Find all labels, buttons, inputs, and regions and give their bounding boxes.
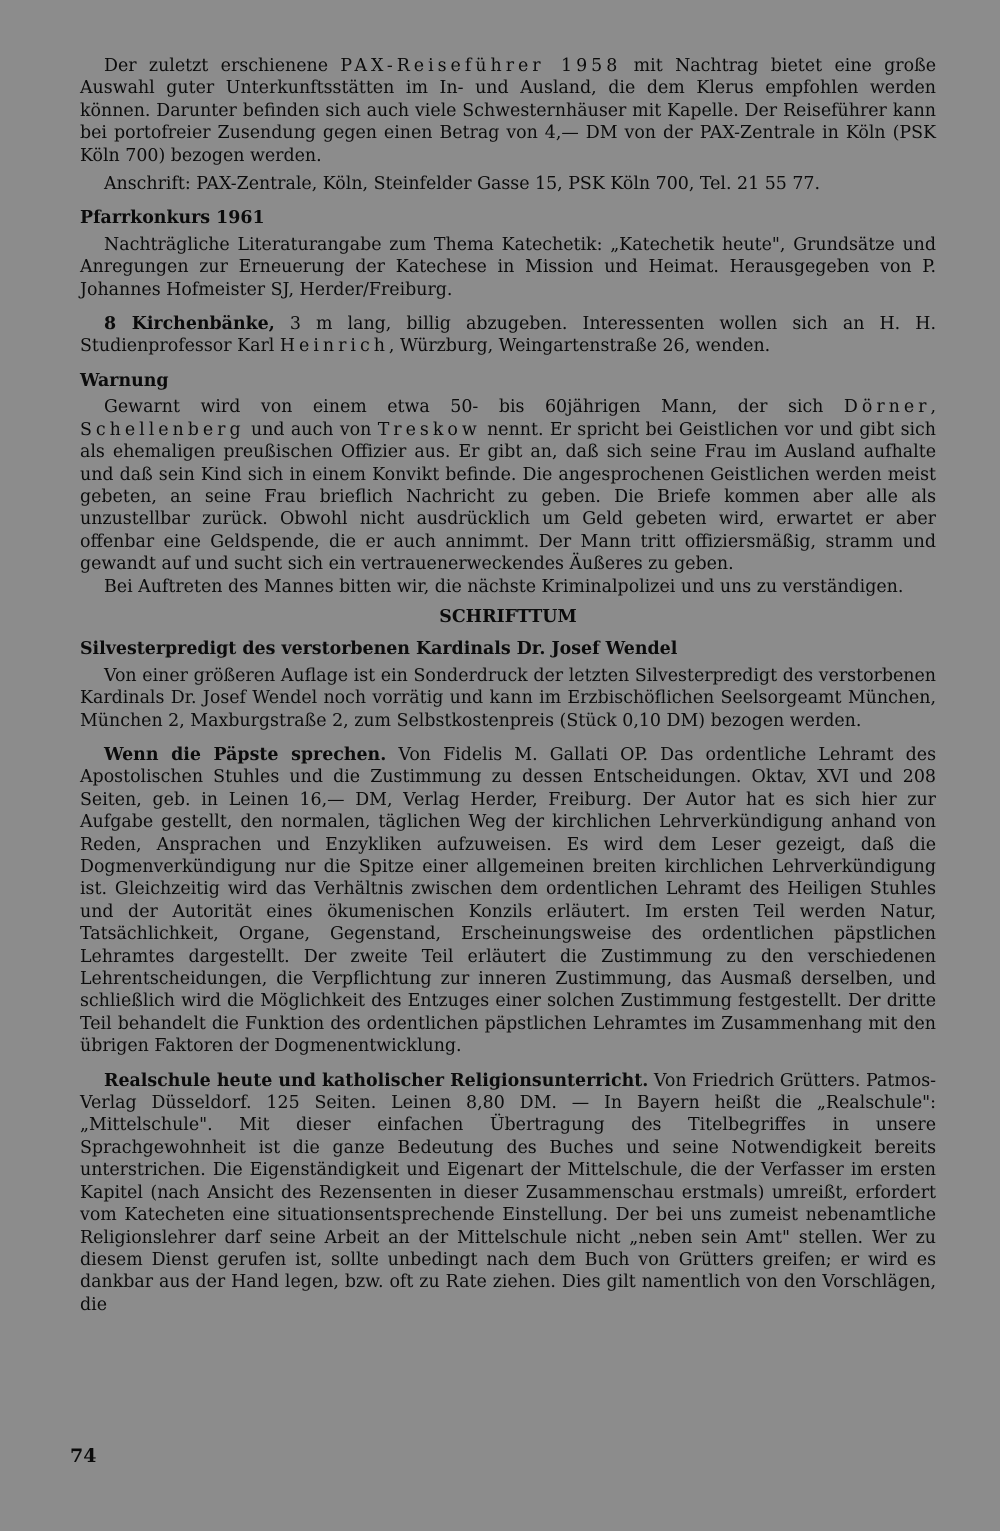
pfarrkonkurs-text: Nachträgliche Literaturangabe zum Thema Katechetik: „Katechetik heute", Grundsätze und Anregungen zur Erneuerung der Katechese in Mission und Heimat. Herausgegeben von P. Johannes Hofmeister SJ, Herder/Freiburg. [80,234,936,300]
paepste-paragraph [80,744,936,1058]
paepste-text: Von Fidelis M. Gallati OP. Das ordentliche Lehramt des Apostolischen Stuhles und die Zustimmung zu dessen Entscheidungen. Oktav, XVI und 208 Seiten, geb. in Leinen 16,— DM, Verlag Herder, Freiburg. Der Autor hat es sich hier zur Aufgabe gestellt, den normalen, täglichen Weg der kirchlichen Lehrverkündigung anhand von Reden, Ansprachen und Enzykliken aufzuweisen. Es wird dem Leser gezeigt, daß die Dogmenverkündigung nur die Spitze einer allgemeinen breiten kirchlichen Lehrverkündigung ist. Gleichzeitig wird das Verhältnis zwischen dem ordentlichen Lehramt des Heiligen Stuhles und der Autorität eines ökumenischen Konzils erläutert. Im ersten Teil werden Natur, Tatsächlichkeit, Organe, Gegenstand, Erscheinungsweise des ordentlichen päpstlichen Lehramtes dargestellt. Der zweite Teil erläutert die Zustimmung zu den verschiedenen Lehrentscheidungen, die Verpflichtung zur inneren Zustimmung, das Ausmaß derselben, und schließlich wird die Möglichkeit des Entzuges einer solchen Zustimmung festgestellt. Der dritte Teil behandelt die Funktion des ordentlichen päpstlichen Lehramtes im Zusammenhang mit den übrigen Faktoren der Dogmenentwicklung. [80,744,936,1057]
pax-address: Anschrift: PAX-Zentrale, Köln, Steinfelder Gasse 15, PSK Köln 700, Tel. 21 55 77. [104,174,821,195]
warnung-text-3: und auch von [244,419,378,440]
pax-paragraph [80,55,936,167]
warnung-name-2: Schellenberg [80,419,245,440]
warnung-text-4: nennt. Er spricht bei Geistlichen vor und gibt sich als ehemaligen preußischen Offizier aus. Er gibt an, daß sich seine Frau im Ausland aufhalte und daß sein Kind sich in einem Konvikt befinde. Die angesprochenen Geistlichen werden meist gebeten, an seine Frau brieflich Nachricht zu geben. Die Briefe kommen aber alle als unzustellbar zurück. Obwohl nicht ausdrücklich um Geld gebeten wird, erwartet er aber offenbar eine Geldspende, die er auch annimmt. Der Mann tritt offiziersmäßig, stramm und gewandt auf und sucht sich ein vertrauenerweckendes Äußeres zu geben. [80,419,936,575]
silvester-text: Von einer größeren Auflage ist ein Sonderdruck der letzten Silvesterpredigt des verstorbenen Kardinals Dr. Josef Wendel noch vorrätig und kann im Erzbischöflichen Seelsorgeamt München, München 2, Maxburgstraße 2, zum Selbstkostenpreis (Stück 0,10 DM) bezogen werden. [80,665,936,731]
page-number: 74 [70,1445,97,1467]
warnung-paragraph-2: Bei Auftreten des Mannes bitten wir, die nächste Kriminalpolizei und uns zu verständigen. [104,576,904,597]
warnung-text-2: , [930,397,936,418]
pfarrkonkurs-heading: Pfarrkonkurs 1961 [80,208,265,229]
kirchenbaenke-lead: 8 Kirchenbänke, [104,314,275,335]
pax-title: PAX-Reiseführer 1958 [340,56,622,76]
warnung-name-1: Dörner [843,397,931,418]
realschule-title: Realschule heute und katholischer Religionsunterricht. [104,1070,649,1091]
warnung-paragraph [80,396,936,575]
kirchenbaenke-name: Heinrich [279,336,389,357]
silvester-heading: Silvesterpredigt des verstorbenen Kardinals Dr. Josef Wendel [80,639,678,660]
realschule-paragraph [80,1070,936,1316]
kirchenbaenke-paragraph [80,313,936,358]
paepste-title: Wenn die Päpste sprechen. [104,744,387,765]
kirchenbaenke-text-b: , Würzburg, Weingartenstraße 26, wenden. [388,336,771,357]
warnung-name-3: Treskow [377,419,481,440]
warnung-heading: Warnung [80,370,169,391]
warnung-text-1: Gewarnt wird von einem etwa 50- bis 60jährigen Mann, der sich [104,397,844,418]
pax-text-a: Der zuletzt erschienene [104,56,341,76]
pax-text-b: mit Nachtrag bietet eine große Auswahl guter Unterkunftsstätten im In- und Ausland, die dem Klerus empfohlen werden können. Darunter befinden sich auch viele Schwesternhäuser mit Kapelle. Der Reiseführer kann bei portofreier Zusendung gegen einen Betrag von 4,— DM von der PAX-Zentrale in Köln (PSK Köln 700) bezogen werden. [80,56,937,166]
section-title: SCHRIFTTUM [439,606,577,627]
realschule-text: Von Friedrich Grütters. Patmos-Verlag Düsseldorf. 125 Seiten. Leinen 8,80 DM. — In Bayern heißt die „Realschule": „Mittelschule". Mit dieser einfachen Übertragung des Titelbegriffes in unsere Sprachgewohnheit ist die ganze Bedeutung des Buches und seine Notwendigkeit bereits unterstrichen. Die Eigenständigkeit und Eigenart der Mittelschule, die der Verfasser im ersten Kapitel (nach Ansicht des Rezensenten in dieser Zusammenschau erstmals) umreißt, erfordert vom Katecheten eine situationsentsprechende Einstellung. Der bei uns zumeist nebenamtliche Religionslehrer darf seine Arbeit an der Mittelschule nicht „neben sein Amt" stellen. Wer zu diesem Dienst gerufen ist, sollte unbedingt nach dem Buch von Grütters greifen; er wird es dankbar aus der Hand legen, bzw. oft zu Rate ziehen. Dies gilt namentlich von den Vorschlägen, die [80,1070,936,1315]
kirchenbaenke-text-a: 3 m lang, billig abzugeben. Interessenten wollen sich an H. H. Studienprofessor Karl [80,314,936,357]
